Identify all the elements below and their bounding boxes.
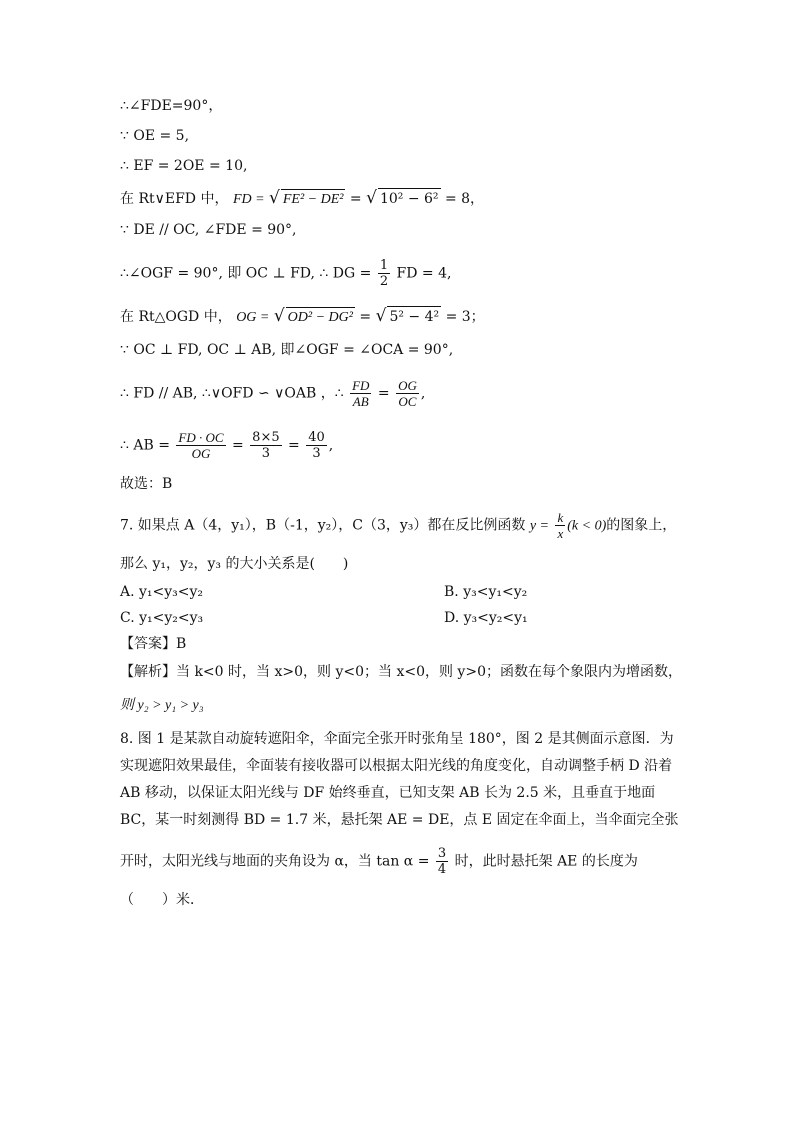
math: ∴ AB = [120, 437, 170, 454]
radicand: OD² − DG² [286, 307, 355, 328]
denominator: OG [191, 446, 211, 461]
solution-line-2: ∵ OE = 5, [120, 128, 190, 144]
q7-stem [120, 510, 676, 541]
solution-line-4: 在 Rt∨EFD 中， FD = √ FE² − DE² = √ 10² − 6² = 8， [120, 188, 485, 208]
sqrt-sign: √ [273, 306, 285, 326]
text: 7. 如果点 A（4，y₁），B（-1，y₂），C（3，y₃）都在反比例函数 [120, 517, 526, 534]
numerator: k [557, 510, 564, 525]
fraction [555, 510, 565, 541]
radicand: 10² − 6² [378, 188, 441, 209]
q8-line-1: 8. 图 1 是某款自动旋转遮阳伞，伞面完全张开时张角呈 180°，图 2 是其侧面示意图．为 [120, 731, 674, 747]
q7-analysis-2: 则 y₂ > y₁ > y₃ [120, 698, 204, 713]
text: 在 Rt△OGD 中， [120, 309, 232, 325]
solution-line-7: 在 Rt△OGD 中， OG = √ OD² − DG² = √ 5² − 4² = 3； [120, 306, 485, 326]
numerator: 40 [308, 430, 325, 445]
fraction [250, 430, 281, 461]
math: y = [529, 518, 550, 534]
option-c: C. y₁<y₂<y₃ [120, 610, 204, 626]
solution-line-1: ∴∠FDE=90°， [120, 98, 223, 114]
math: ∴ FD // AB, ∴∨OFD ∽ ∨OAB ，∴ [120, 385, 344, 402]
fraction [176, 430, 225, 461]
q8-line-5 [120, 846, 638, 877]
denominator: 3 [312, 446, 321, 461]
q8-line-6: （ ）米． [120, 892, 204, 908]
fraction [350, 378, 371, 409]
numerator: FD · OC [178, 430, 224, 445]
radicand: 5² − 4² [387, 306, 441, 327]
numerator: 1 [379, 258, 389, 273]
sqrt-sign: √ [269, 188, 280, 208]
fraction [378, 258, 390, 289]
numerator: OG [398, 378, 417, 393]
math: FD = 4, [396, 265, 452, 282]
sqrt-sign: √ [366, 188, 377, 208]
math: = 3； [445, 309, 485, 325]
q7-answer: 【答案】B [120, 636, 187, 652]
q7-stem-2: 那么 y₁，y₂，y₃ 的大小关系是( ) [120, 556, 349, 572]
denominator: 2 [379, 274, 389, 289]
text: 的图象上， [606, 517, 677, 534]
math: ∴∠OGF = 90°, 即 OC ⊥ FD, ∴ DG = [120, 265, 372, 282]
choice-result: 故选：B [120, 476, 173, 492]
sqrt-sign: √ [375, 306, 387, 326]
numerator: 3 [437, 846, 447, 861]
math: = 8， [444, 191, 485, 207]
q8-line-4: BC，某一时刻测得 BD = 1.7 米，悬托架 AE = DE，点 E 固定在伞面上，当伞面完全张 [120, 812, 679, 828]
solution-line-9: ∴ FD // AB, ∴∨OFD ∽ ∨OAB ，∴ $\frac{FD}{AB}$ = $\frac{OG}{OC}$ , [120, 378, 426, 409]
solution-line-3: ∴ EF = 2OE = 10, [120, 158, 248, 174]
denominator: OC [398, 394, 417, 409]
q7-analysis: 【解析】当 k<0 时，当 x>0，则 y<0；当 x<0，则 y>0；函数在每个象限内为增函数， [120, 664, 682, 680]
q8-line-2: 实现遮阳效果最佳，伞面装有接收器可以根据太阳光线的角度变化，自动调整手柄 D 沿着 [120, 758, 673, 774]
text: 时，此时悬托架 AE 的长度为 [454, 853, 638, 870]
solution-line-5: ∵ DE // OC, ∠FDE = 90°, [120, 222, 297, 238]
denominator: 4 [437, 862, 447, 877]
option-d: D. y₃<y₂<y₁ [444, 610, 528, 626]
fraction [436, 846, 448, 877]
option-b: B. y₃<y₁<y₂ [444, 584, 528, 600]
text: 在 Rt∨EFD 中， [120, 191, 229, 207]
solution-line-10: ∴ AB = $\frac{FD \cdot OC}{OG}$ = $\frac{8\times 5}{3}$ = $\frac{40}{3}$ , [120, 430, 334, 461]
denominator: AB [352, 394, 369, 409]
numerator: 8×5 [252, 430, 280, 445]
denominator: x [557, 526, 564, 541]
solution-line-6 [120, 258, 451, 289]
radicand: FE² − DE² [281, 189, 346, 210]
denominator: 3 [261, 446, 271, 461]
math: OG = [236, 310, 270, 325]
text: 开时，太阳光线与地面的夹角设为 α，当 tan α = [120, 853, 430, 870]
fraction [396, 378, 419, 409]
q8-line-3: AB 移动，以保证太阳光线与 DF 始终垂直，已知支架 AB 长为 2.5 米，且垂直于地面 [120, 785, 656, 801]
fraction [306, 430, 327, 461]
numerator: FD [352, 378, 370, 393]
option-a: A. y₁<y₃<y₂ [120, 584, 204, 600]
solution-line-8: ∵ OC ⊥ FD, OC ⊥ AB, 即∠OGF = ∠OCA = 90°, [120, 342, 454, 358]
math: FD = [232, 192, 265, 207]
math: (k < 0) [567, 518, 607, 534]
